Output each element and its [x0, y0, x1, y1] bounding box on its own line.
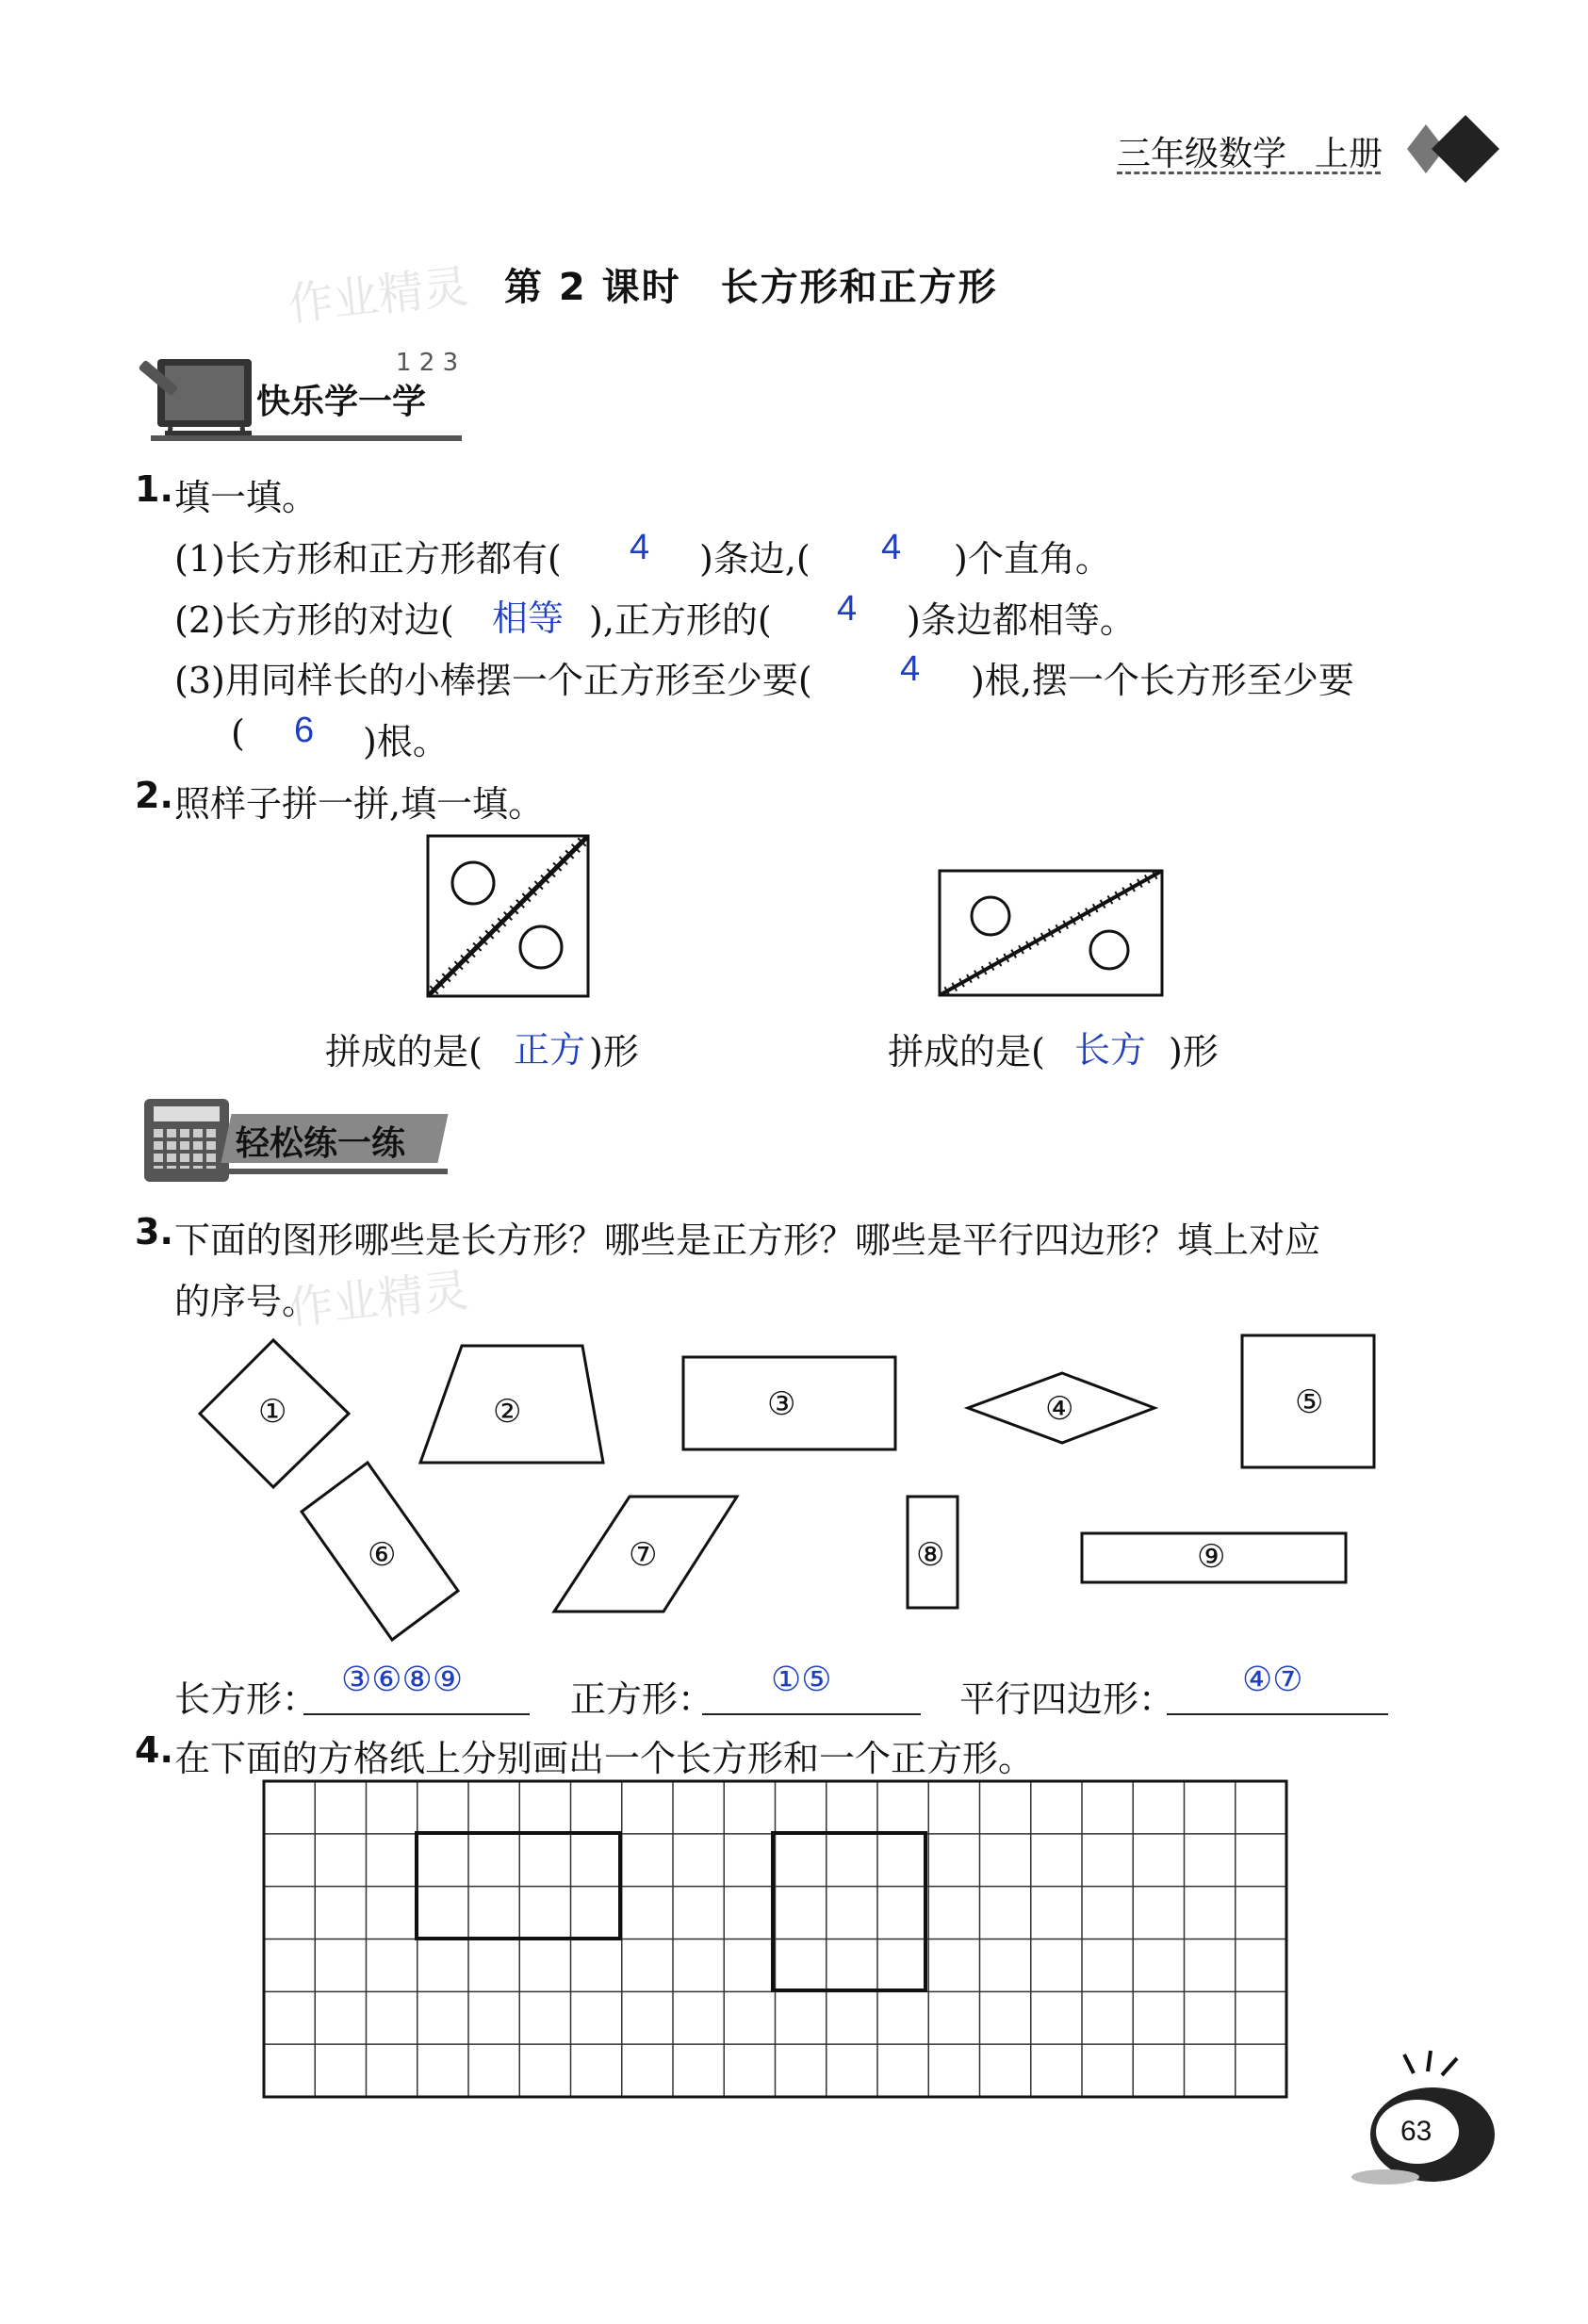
q1-sub2-b: ),正方形的( [589, 599, 772, 641]
shape-label-5: ⑤ [1295, 1383, 1324, 1421]
q2-right-a: 拼成的是( [888, 1031, 1045, 1072]
q4-text: 在下面的方格纸上分别画出一个长方形和一个正方形。 [174, 1738, 1035, 1779]
section-learn-title: 快乐学一学 [256, 383, 427, 421]
q3-para-answer: ④⑦ [1242, 1661, 1303, 1699]
shape-label-8: ⑧ [916, 1536, 945, 1574]
q3-rect-answer: ③⑥⑧⑨ [341, 1661, 464, 1699]
q2-left-a: 拼成的是( [325, 1031, 483, 1072]
q1-sub1-answer2: 4 [881, 528, 902, 567]
q1-sub2-answer2: 4 [837, 589, 858, 629]
q3-square-answer: ①⑤ [771, 1661, 832, 1699]
header-book: 三年级数学 [1117, 135, 1287, 173]
lesson-title: 第 2 课时 长方形和正方形 [504, 266, 998, 309]
q1-sub3-a: (3)用同样长的小棒摆一个正方形至少要( [174, 660, 812, 701]
q4-drawn-square [773, 1833, 925, 1990]
page-number: 63 [1400, 2116, 1432, 2147]
q1-sub3-b: )根,摆一个长方形至少要 [971, 660, 1354, 701]
q1-sub1-a: (1)长方形和正方形都有( [174, 538, 562, 580]
q2-left-b: )形 [589, 1031, 639, 1072]
q1-sub3-answer1: 4 [900, 649, 921, 689]
q1-sub1-answer1: 4 [630, 528, 650, 567]
q2-right-b: )形 [1169, 1031, 1219, 1072]
q2-right-answer: 长方 [1074, 1029, 1147, 1071]
q3-rect-label: 长方形： [174, 1678, 319, 1720]
q1-text: 填一填。 [174, 477, 319, 518]
q1-sub2-c: )条边都相等。 [907, 599, 1136, 641]
q3-number: 3. [135, 1211, 173, 1252]
q1-sub1-c: )个直角。 [954, 538, 1111, 580]
q1-sub3-d: )根。 [363, 721, 449, 762]
watermark-top: 作业精灵 [286, 260, 471, 332]
q1-sub2-answer1: 相等 [492, 599, 565, 639]
q3-square-label: 正方形： [570, 1678, 714, 1720]
q1-number: 1. [135, 468, 173, 510]
shape-label-2: ② [493, 1393, 522, 1431]
q1-sub3-answer2: 6 [294, 711, 315, 750]
q4-number: 4. [135, 1729, 173, 1771]
shape-label-3: ③ [767, 1385, 796, 1423]
shape-label-1: ① [258, 1393, 287, 1431]
q2-left-answer: 正方 [514, 1029, 586, 1071]
q2-number: 2. [135, 775, 173, 816]
q2-text: 照样子拼一拼,填一填。 [174, 783, 545, 825]
shape-label-9: ⑨ [1197, 1538, 1226, 1576]
q1-sub1-b: )条边,( [699, 538, 810, 580]
section-practice-title: 轻松练一练 [236, 1124, 406, 1163]
header-volume: 上册 [1315, 135, 1383, 173]
shape-label-7: ⑦ [629, 1536, 658, 1574]
shape-label-6: ⑥ [368, 1536, 397, 1574]
q4-grid-paper [264, 1781, 1291, 2103]
numbers-decoration: 1 2 3 [396, 349, 459, 377]
q1-sub3-c: ( [231, 712, 245, 754]
q3-para-label: 平行四边形： [959, 1678, 1175, 1720]
q3-text-line2: 的序号。 [174, 1281, 319, 1322]
q1-sub2-a: (2)长方形的对边( [174, 599, 454, 641]
watermark-mid: 作业精灵 [286, 1264, 471, 1335]
shape-label-4: ④ [1045, 1390, 1074, 1428]
q3-text-line1: 下面的图形哪些是长方形？哪些是正方形？哪些是平行四边形？填上对应 [174, 1219, 1321, 1261]
